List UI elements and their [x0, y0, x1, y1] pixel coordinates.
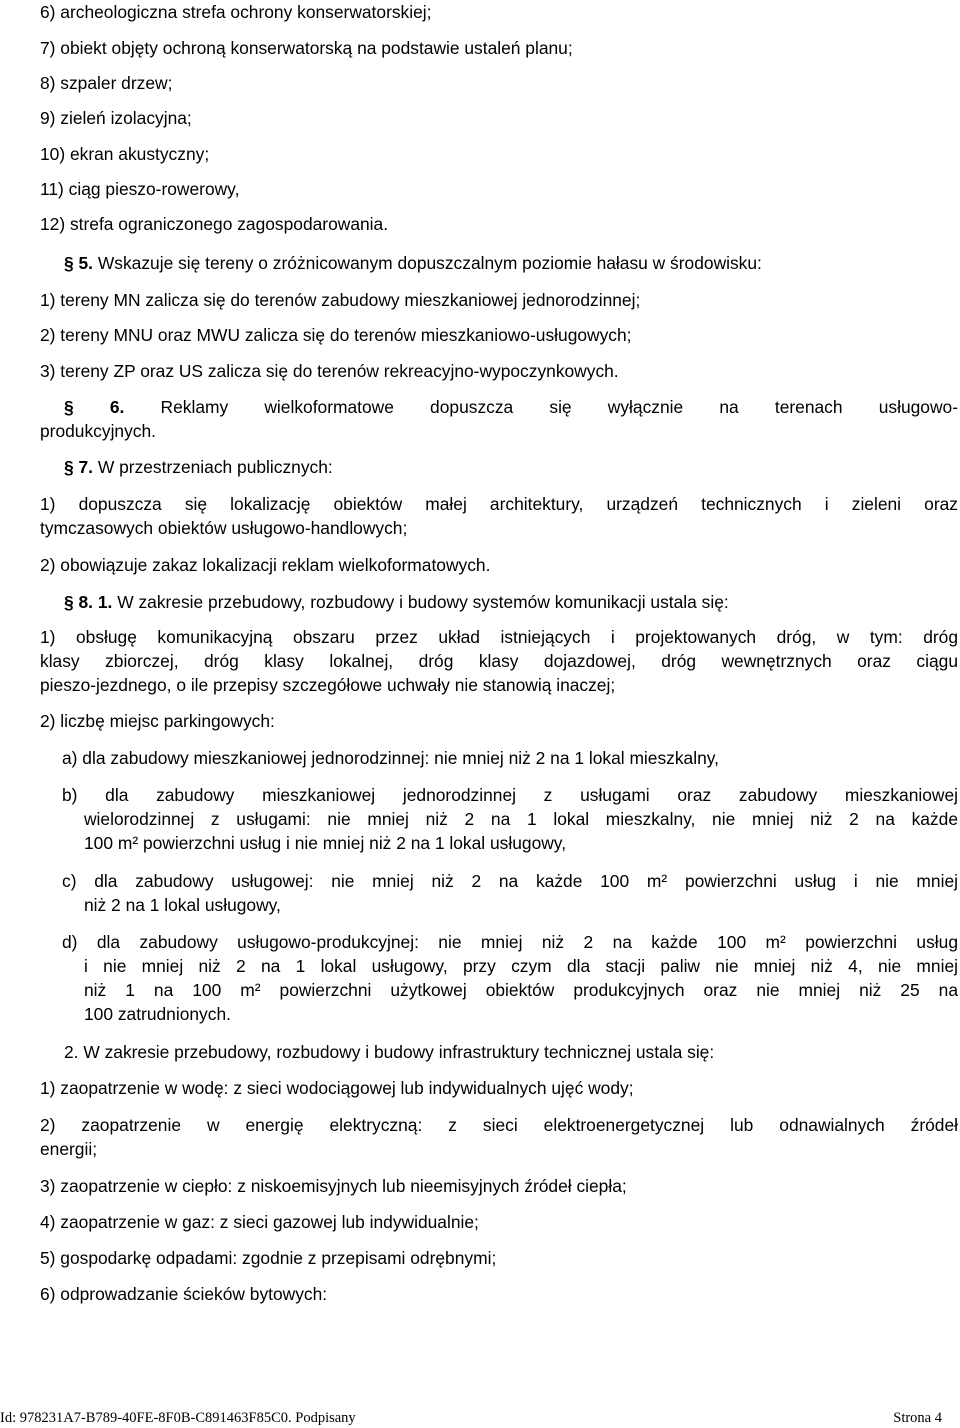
list-item-continuation: pieszo-jezdnego, o ile przepisy szczegółowe uchwały nie stanowią inaczej; — [40, 675, 616, 695]
sub-item-d-continuation: 100 zatrudnionych. — [84, 1004, 231, 1024]
sub-item-c: c) dla zabudowy usługowej: nie mniej niż 2 na każde 100 m² powierzchni usług i nie mniej — [62, 871, 958, 891]
sub-item-d-continuation: i nie mniej niż 2 na 1 lokal usługowy, przy czym dla stacji paliw nie mniej niż 4, nie mniej — [84, 956, 958, 976]
sub-item-b-continuation: 100 m² powierzchni usług i nie mniej niż 2 na 1 lokal usługowy, — [84, 833, 567, 853]
list-item: 3) zaopatrzenie w ciepło: z niskoemisyjnych lub nieemisyjnych źródeł ciepła; — [40, 1176, 627, 1196]
section-number: § 7. — [64, 457, 94, 477]
list-item: 6) odprowadzanie ścieków bytowych: — [40, 1284, 328, 1304]
section-text: W zakresie przebudowy, rozbudowy i budowy systemów komunikacji ustala się: — [117, 592, 729, 612]
list-item: 1) zaopatrzenie w wodę: z sieci wodociągowej lub indywidualnych ujęć wody; — [40, 1078, 634, 1098]
list-item: 11) ciąg pieszo-rowerowy, — [40, 179, 240, 199]
section-text: Wskazuje się tereny o zróżnicowanym dopuszczalnym poziomie hałasu w środowisku: — [97, 253, 762, 273]
sub-item-a: a) dla zabudowy mieszkaniowej jednorodzinnej: nie mniej niż 2 na 1 lokal mieszkalny, — [62, 748, 719, 768]
list-item: 10) ekran akustyczny; — [40, 144, 210, 164]
section-text: Reklamy wielkoformatowe dopuszcza się wyłącznie na terenach usługowo- — [160, 397, 958, 417]
paragraph-2: 2. W zakresie przebudowy, rozbudowy i budowy infrastruktury technicznej ustala się: — [64, 1042, 715, 1062]
sub-item-d: d) dla zabudowy usługowo-produkcyjnej: nie mniej niż 2 na każde 100 m² powierzchni usług — [62, 932, 958, 952]
sub-item-d-continuation: niż 1 na 100 m² powierzchni użytkowej obiektów produkcyjnych oraz nie mniej niż 25 na — [84, 980, 958, 1000]
sub-item-c-continuation: niż 2 na 1 lokal usługowy, — [84, 895, 281, 915]
sub-item-b: b) dla zabudowy mieszkaniowej jednorodzinnej z usługami oraz zabudowy mieszkaniowej — [62, 785, 958, 805]
list-item: 1) obsługę komunikacyjną obszaru przez układ istniejących i projektowanych dróg, w tym: dróg — [40, 627, 958, 647]
list-item: 1) dopuszcza się lokalizację obiektów małej architektury, urządzeń technicznych i zieleni oraz — [40, 494, 958, 514]
section-number: § 5. — [64, 253, 94, 273]
list-item: 3) tereny ZP oraz US zalicza się do terenów rekreacyjno-wypoczynkowych. — [40, 361, 619, 381]
list-item: 9) zieleń izolacyjna; — [40, 108, 192, 128]
section-number: § 8. — [64, 592, 94, 612]
footer-document-id: Id: 978231A7-B789-40FE-8F0B-C891463F85C0. Podpisany — [0, 1410, 356, 1426]
list-item: 7) obiekt objęty ochroną konserwatorską na podstawie ustaleń planu; — [40, 38, 573, 58]
list-item-continuation: klasy zbiorczej, dróg klasy lokalnej, dróg klasy dojazdowej, dróg wewnętrznych oraz ciągu — [40, 651, 958, 671]
footer-page-number: Strona 4 — [893, 1410, 942, 1426]
section-5 — [64, 253, 762, 273]
list-item-continuation: energii; — [40, 1139, 98, 1159]
list-item: 2) liczbę miejsc parkingowych: — [40, 711, 275, 731]
section-8 — [64, 592, 729, 612]
list-item: 2) obowiązuje zakaz lokalizacji reklam wielkoformatowych. — [40, 555, 491, 575]
list-item: 6) archeologiczna strefa ochrony konserwatorskiej; — [40, 2, 432, 22]
section-7 — [64, 457, 333, 477]
list-item: 1) tereny MN zalicza się do terenów zabudowy mieszkaniowej jednorodzinnej; — [40, 290, 641, 310]
paragraph-number: 1. — [97, 592, 113, 612]
sub-item-b-continuation: wielorodzinnej z usługami: nie mniej niż 2 na 1 lokal mieszkalny, nie mniej niż 2 na każde — [84, 809, 958, 829]
list-item: 5) gospodarkę odpadami: zgodnie z przepisami odrębnymi; — [40, 1248, 497, 1268]
list-item: 2) zaopatrzenie w energię elektryczną: z sieci elektroenergetycznej lub odnawialnych źródeł — [40, 1115, 958, 1135]
list-item: 2) tereny MNU oraz MWU zalicza się do terenów mieszkaniowo-usługowych; — [40, 325, 632, 345]
section-6 — [64, 397, 958, 417]
list-item-continuation: tymczasowych obiektów usługowo-handlowych; — [40, 518, 408, 538]
section-6-continuation: produkcyjnych. — [40, 421, 156, 441]
list-item: 8) szpaler drzew; — [40, 73, 173, 93]
section-number: § 6. — [64, 397, 125, 417]
section-text: W przestrzeniach publicznych: — [97, 457, 333, 477]
list-item: 12) strefa ograniczonego zagospodarowania. — [40, 214, 389, 234]
list-item: 4) zaopatrzenie w gaz: z sieci gazowej lub indywidualnie; — [40, 1212, 479, 1232]
